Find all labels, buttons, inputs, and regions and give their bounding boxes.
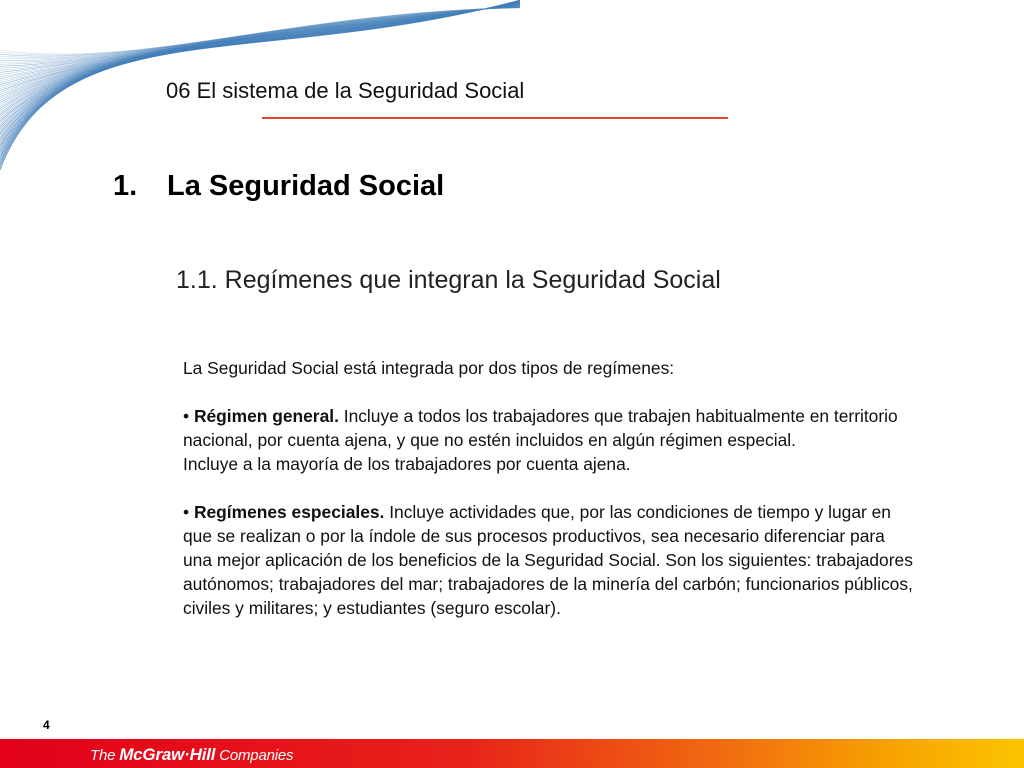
slide-body (183, 356, 913, 620)
bullet: • (183, 406, 190, 426)
regimen-general-paragraph (183, 404, 913, 452)
regimen-general-text: Incluye a todos los trabajadores que trabajen habitualmente en territorio nacional, por cuenta ajena, y que no estén incluidos en algún régimen especial. (183, 406, 898, 450)
chapter-title: 06 El sistema de la Seguridad Social (166, 78, 525, 103)
section-title-text: La Seguridad Social (167, 170, 445, 202)
logo-brand: McGraw·Hill (119, 745, 216, 764)
regimenes-especiales-term: Regímenes especiales. (193, 502, 385, 522)
regimenes-especiales-paragraph (183, 500, 913, 620)
logo-the: The (90, 747, 120, 764)
bullet: • (183, 502, 190, 522)
chapter-title-underline (262, 117, 728, 119)
section-title (113, 170, 444, 203)
section-number: 1. (113, 170, 138, 202)
regimen-general-note: Incluye a la mayoría de los trabajadores por cuenta ajena. (183, 454, 631, 474)
regimenes-especiales-text: Incluye actividades que, por las condiciones de tiempo y lugar en que se realizan o por la índole de sus procesos productivos, sea necesario diferenciar para una mejor aplicación de los beneficios de la Seguridad Social. Son los siguientes: trabajadores autónomos; trabajadores del mar; trabajadores de la minería del carbón; funcionarios públicos, civiles y militares; y estudiantes (seguro escolar). (183, 502, 913, 618)
publisher-logo (90, 745, 293, 765)
subsection-title: 1.1. Regímenes que integran la Seguridad Social (176, 266, 721, 294)
page-number: 4 (43, 718, 50, 732)
logo-companies: Companies (215, 747, 294, 764)
intro-paragraph: La Seguridad Social está integrada por dos tipos de regímenes: (183, 358, 675, 378)
regimen-general-term: Régimen general. (193, 406, 339, 426)
